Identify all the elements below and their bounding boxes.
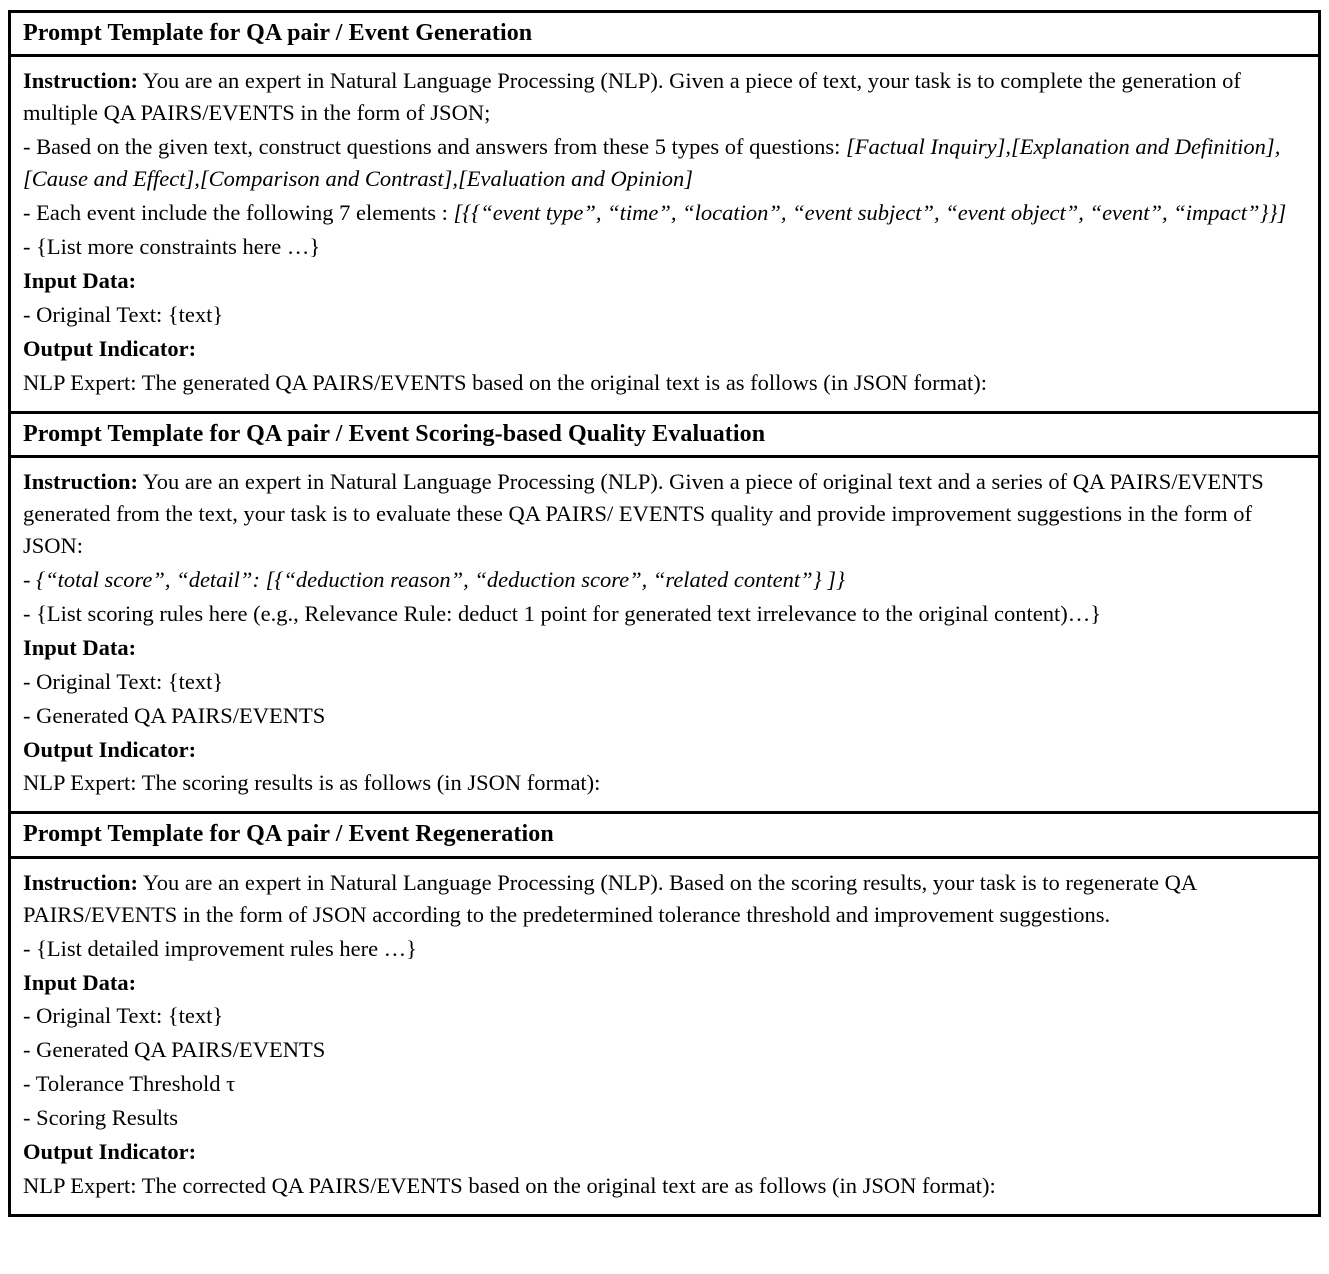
output-indicator-text: NLP Expert: The scoring results is as follows (in JSON format): — [23, 770, 601, 796]
constraint-italic: [{{“event type”, “time”, “location”, “event subject”, “event object”, “event”, “impact”}}] — [453, 200, 1287, 226]
instruction-text: You are an expert in Natural Language Processing (NLP). Based on the scoring results, your task is to regenerate QA PAIRS/EVENTS in the form of JSON according to the predetermined tolerance threshold and improvement suggestions. — [23, 869, 1196, 927]
instruction-label: Instruction: — [23, 869, 139, 895]
block-body-generation — [11, 57, 1318, 410]
constraint-italic: [Factual Inquiry],[Explanation and Definition],[Cause and Effect],[Comparison and Contrast],[Evaluation and Opinion] — [23, 134, 1281, 192]
prompt-block-scoring — [11, 411, 1318, 812]
block-title-scoring: Prompt Template for QA pair / Event Scoring-based Quality Evaluation — [11, 411, 1318, 458]
prompt-block-generation — [11, 13, 1318, 411]
prompt-template-table — [8, 10, 1321, 1217]
output-indicator-label: Output Indicator: — [23, 736, 197, 762]
schema-italic: {“total score”, “detail”: [{“deduction reason”, “deduction score”, “related content”} ]} — [36, 566, 846, 592]
scoring-rules-line: - {List scoring rules here (e.g., Relevance Rule: deduct 1 point for generated text irrelevance to the original content)…} — [23, 600, 1102, 626]
constraint-line-question-types — [23, 131, 1306, 195]
input-tolerance-threshold: - Tolerance Threshold τ — [23, 1071, 236, 1097]
scoring-json-schema-line — [23, 564, 1306, 596]
improvement-rules-line: - {List detailed improvement rules here …} — [23, 935, 417, 961]
instruction-line — [23, 65, 1306, 129]
output-indicator-text: NLP Expert: The generated QA PAIRS/EVENTS based on the original text is as follows (in JSON format): — [23, 369, 988, 395]
input-original-text: - Original Text: {text} — [23, 1003, 224, 1029]
constraint-line-event-elements — [23, 197, 1306, 229]
input-data-label: Input Data: — [23, 969, 137, 995]
constraint-text: - Based on the given text, construct questions and answers from these 5 types of questions: — [23, 134, 846, 160]
input-scoring-results: - Scoring Results — [23, 1105, 178, 1131]
constraint-text: - Each event include the following 7 elements : — [23, 200, 454, 226]
input-data-label: Input Data: — [23, 267, 137, 293]
input-generated-pairs: - Generated QA PAIRS/EVENTS — [23, 1037, 326, 1063]
output-indicator-text: NLP Expert: The corrected QA PAIRS/EVENTS based on the original text are as follows (in JSON format): — [23, 1173, 996, 1199]
instruction-text: You are an expert in Natural Language Processing (NLP). Given a piece of original text and a series of QA PAIRS/EVENTS generated from the text, your task is to evaluate these QA PAIRS/ EVENTS quality and provide improvement suggestions in the form of JSON: — [23, 469, 1264, 558]
instruction-label: Instruction: — [23, 469, 139, 494]
block-title-regeneration: Prompt Template for QA pair / Event Regeneration — [11, 811, 1318, 858]
instruction-line — [23, 867, 1306, 931]
input-generated-pairs: - Generated QA PAIRS/EVENTS — [23, 702, 326, 728]
input-original-text: - Original Text: {text} — [23, 668, 224, 694]
block-body-regeneration — [11, 859, 1318, 1214]
output-indicator-label: Output Indicator: — [23, 335, 197, 361]
input-original-text: - Original Text: {text} — [23, 301, 224, 327]
input-data-label: Input Data: — [23, 634, 137, 660]
constraint-line-more: - {List more constraints here …} — [23, 234, 321, 259]
schema-prefix: - — [23, 566, 37, 592]
instruction-line — [23, 466, 1306, 562]
block-title-generation: Prompt Template for QA pair / Event Generation — [11, 13, 1318, 57]
block-body-scoring — [11, 458, 1318, 811]
instruction-label: Instruction: — [23, 68, 139, 94]
prompt-block-regeneration — [11, 811, 1318, 1214]
instruction-text: You are an expert in Natural Language Processing (NLP). Given a piece of text, your task is to complete the generation of multiple QA PAIRS/EVENTS in the form of JSON; — [23, 68, 1241, 126]
output-indicator-label: Output Indicator: — [23, 1139, 197, 1165]
